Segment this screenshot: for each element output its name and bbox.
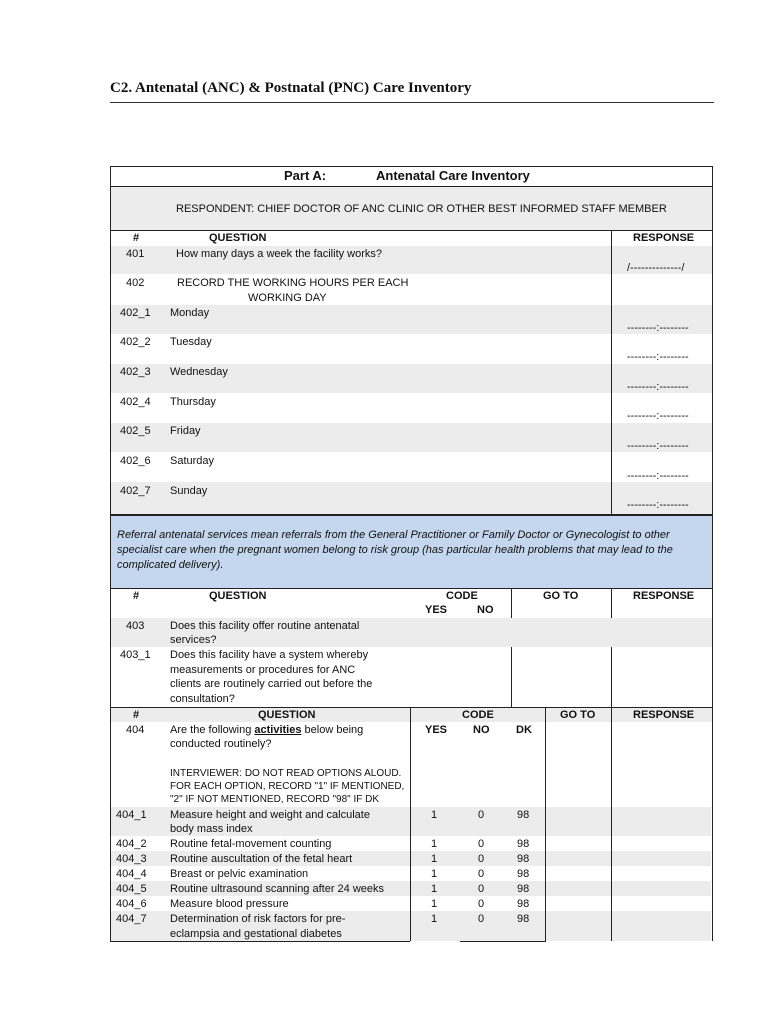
col-code-header: CODE [462,709,494,721]
q403-1-line4: consultation? [170,693,235,705]
day-label: Wednesday [170,366,228,378]
referral-note: Referral antenatal services mean referrals from the General Practitioner or Family Doctor or Gynecologist to other specialist care when the pregnant women belong to risk group (has particular health problems that may lead to the complicated delivery). [117,529,673,571]
day-num: 402_5 [120,425,151,437]
response-divider [611,305,612,515]
q404-num: 404 [126,724,145,736]
code-dk[interactable]: 98 [517,809,530,821]
col-response-header: RESPONSE [633,590,695,602]
item-label: Routine fetal-movement counting [170,838,332,850]
day-label: Saturday [170,455,215,467]
code-no[interactable]: 0 [478,838,485,850]
code-yes[interactable]: 1 [431,913,438,925]
item-num: 404_4 [116,868,147,880]
day-response[interactable]: --------:-------- [627,440,689,452]
col-goto-header: GO TO [543,590,579,602]
day-num: 402_4 [120,396,151,408]
day-response[interactable]: --------:-------- [627,470,689,482]
interviewer-instruction-2: FOR EACH OPTION, RECORD "1" IF MENTIONED, [170,781,405,792]
code-yes-header: YES [425,604,448,616]
code-dk[interactable]: 98 [517,913,530,925]
col-num-header: # [133,590,140,602]
part-a-label: Part A: [284,168,327,183]
rule [110,230,713,231]
day-num: 402_6 [120,455,151,467]
code-no-header: NO [477,604,494,616]
part-a-title: Antenatal Care Inventory [376,168,530,183]
day-num: 402_3 [120,366,151,378]
q401-num: 401 [126,248,145,260]
interviewer-instruction-1: INTERVIEWER: DO NOT READ OPTIONS ALOUD. [170,768,402,779]
code-yes-header: YES [425,724,448,736]
day-response[interactable]: --------:-------- [627,322,689,334]
code-yes[interactable]: 1 [431,809,438,821]
rule [110,941,410,942]
col-question-header: QUESTION [209,232,267,244]
item-label: Routine ultrasound scanning after 24 weeks [170,883,385,895]
code-no-header: NO [473,724,490,736]
code-yes[interactable]: 1 [431,853,438,865]
code-dk[interactable]: 98 [517,868,530,880]
q403-1-line1: Does this facility have a system whereby [170,649,369,661]
code-yes[interactable]: 1 [431,868,438,880]
code-no[interactable]: 0 [478,868,485,880]
q402-num: 402 [126,277,145,289]
response-divider [611,589,612,708]
q403-1-line2: measurements or procedures for ANC [170,664,356,676]
q404-line1: Are the following activities below being [170,724,364,736]
item-num: 404_2 [116,838,147,850]
heading-rule [110,102,714,103]
day-row-bg [111,423,712,452]
code-yes[interactable]: 1 [431,898,438,910]
item-label: body mass index [170,823,253,835]
code-no[interactable]: 0 [478,898,485,910]
day-num: 402_7 [120,485,151,497]
col-question-header: QUESTION [209,590,267,602]
q401-text: How many days a week the facility works? [176,248,383,260]
interviewer-instruction-3: "2" IF NOT MENTIONED, RECORD "98" IF DK [170,794,380,805]
day-label: Thursday [170,396,216,408]
rule [460,941,546,942]
day-response[interactable]: --------:-------- [627,351,689,363]
page-heading: C2. Antenatal (ANC) & Postnatal (PNC) Care Inventory [110,80,472,96]
table-right-border [712,707,713,941]
q403-1-num: 403_1 [120,649,151,661]
day-label: Friday [170,425,201,437]
item-label: eclampsia and gestational diabetes [170,928,342,940]
q404-line2: conducted routinely? [170,738,272,750]
col-code-header: CODE [446,590,478,602]
day-num: 402_2 [120,336,151,348]
col-response-header: RESPONSE [633,709,695,721]
item-num: 404_6 [116,898,147,910]
item-label: Measure blood pressure [170,898,289,910]
code-yes[interactable]: 1 [431,838,438,850]
q403-1-line3: clients are routinely carried out before the [170,678,373,690]
item-label: Breast or pelvic examination [170,868,309,880]
day-label: Sunday [170,485,208,497]
item-label: Determination of risk factors for pre- [170,913,346,925]
item-num: 404_1 [116,809,147,821]
col-question-header: QUESTION [258,709,316,721]
code-dk[interactable]: 98 [517,853,530,865]
code-no[interactable]: 0 [478,809,485,821]
day-num: 402_1 [120,307,151,319]
goto-divider [511,589,512,708]
col-num-header: # [133,232,140,244]
q401-response[interactable]: /--------------/ [627,262,685,274]
respondent-text: RESPONDENT: CHIEF DOCTOR OF ANC CLINIC OR OTHER BEST INFORMED STAFF MEMBER [176,203,667,215]
item-label: Routine auscultation of the fetal heart [170,853,353,865]
day-label: Monday [170,307,210,319]
q402-line2: WORKING DAY [248,292,327,304]
col-num-header: # [133,709,140,721]
code-no[interactable]: 0 [478,913,485,925]
code-no[interactable]: 0 [478,853,485,865]
item-num: 404_7 [116,913,147,925]
col-response-header: RESPONSE [633,232,695,244]
code-dk[interactable]: 98 [517,883,530,895]
code-dk[interactable]: 98 [517,838,530,850]
code-no[interactable]: 0 [478,883,485,895]
col-goto-header: GO TO [560,709,596,721]
day-response[interactable]: --------:-------- [627,499,689,511]
day-response[interactable]: --------:-------- [627,381,689,393]
q403-line1: Does this facility offer routine antenatal [170,620,360,632]
code-dk[interactable]: 98 [517,898,530,910]
day-label: Tuesday [170,336,212,348]
q403-num: 403 [126,620,145,632]
q404-header-row [111,708,712,722]
item-num: 404_3 [116,853,147,865]
item-num: 404_5 [116,883,147,895]
item-label: Measure height and weight and calculate [170,809,370,821]
q402-line1: RECORD THE WORKING HOURS PER EACH [177,277,409,289]
q403-line2: services? [170,634,217,646]
code-yes[interactable]: 1 [431,883,438,895]
code-dk-header: DK [516,724,532,736]
day-response[interactable]: --------:-------- [627,410,689,422]
